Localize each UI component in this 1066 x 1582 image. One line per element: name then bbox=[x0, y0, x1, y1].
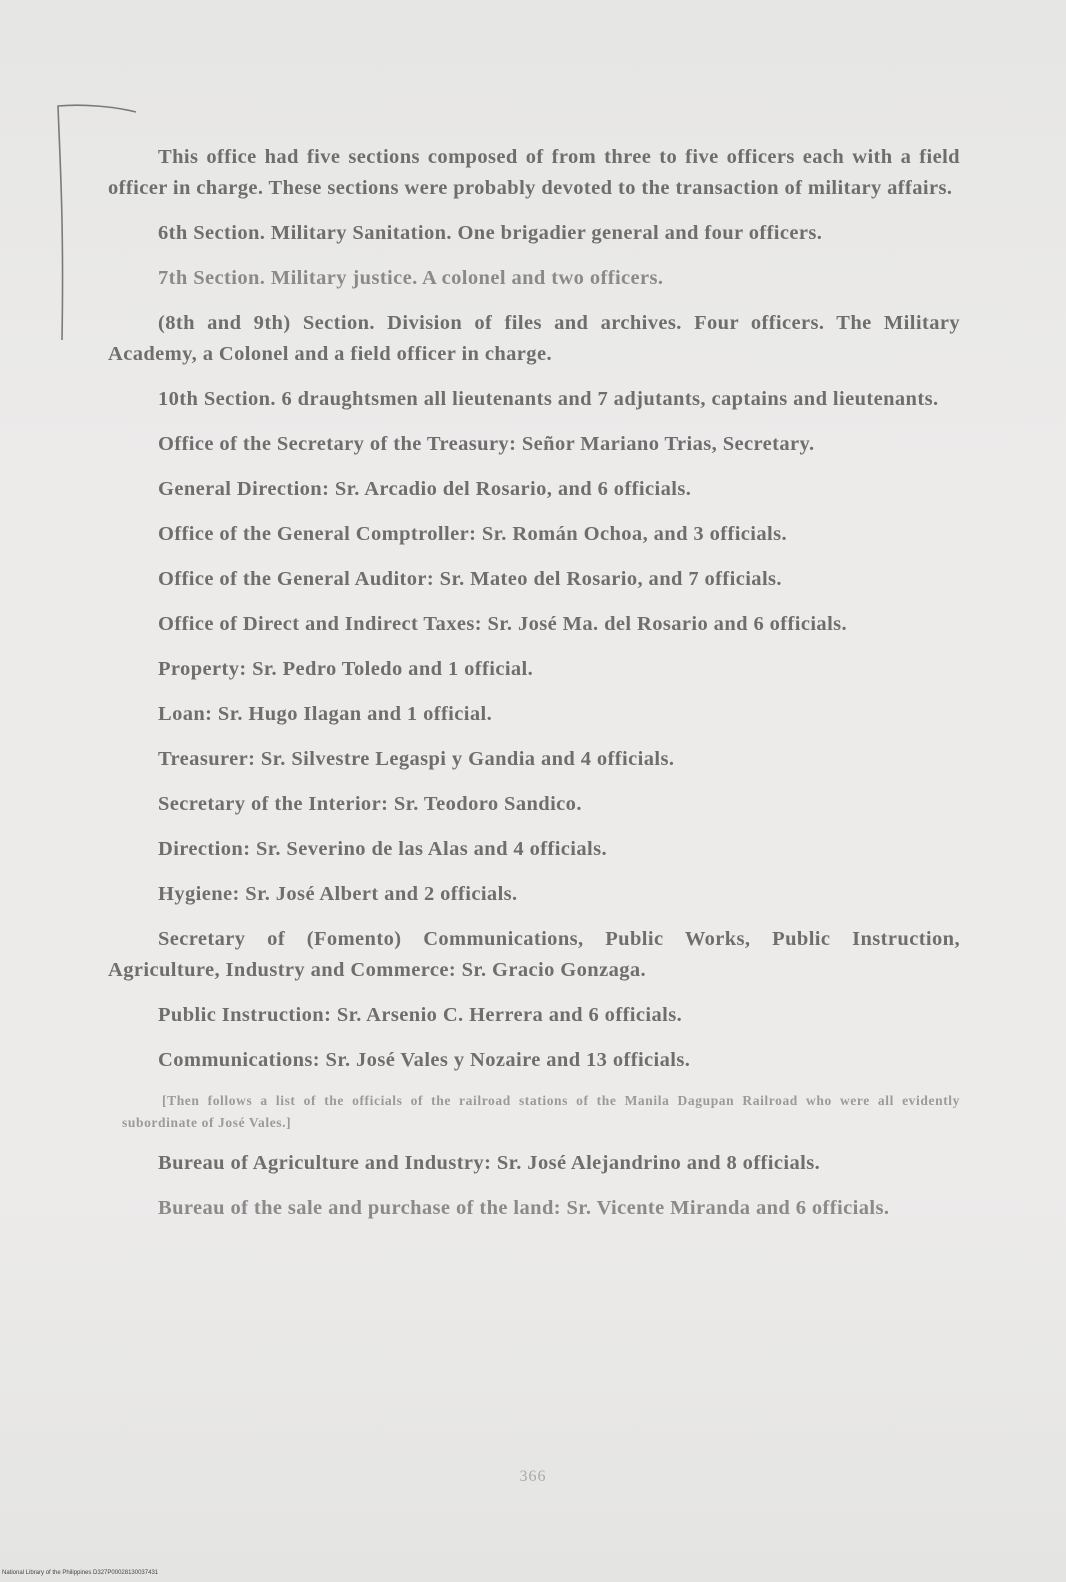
paragraph-direction: Direction: Sr. Severino de las Alas and 4 officials. bbox=[158, 838, 608, 860]
paragraph-secretary-treasury: Office of the Secretary of the Treasury: Señor Mariano Trias, Secretary. bbox=[158, 433, 815, 455]
paragraph-property: Property: Sr. Pedro Toledo and 1 official. bbox=[158, 658, 534, 680]
paragraph-general-comptroller: Office of the General Comptroller: Sr. Román Ochoa, and 3 officials. bbox=[158, 523, 788, 545]
paragraph-direct-indirect-taxes: Office of Direct and Indirect Taxes: Sr. José Ma. del Rosario and 6 officials. bbox=[158, 613, 848, 635]
paragraph-bureau-agriculture: Bureau of Agriculture and Industry: Sr. José Alejandrino and 8 officials. bbox=[158, 1152, 821, 1174]
bracketed-note: [Then follows a list of the officials of the railroad stations of the Manila Dagupan Railroad who were all evidently subordinate of José Vales.] bbox=[122, 1093, 960, 1130]
document-body bbox=[108, 142, 960, 1238]
paragraph-office-sections: This office had five sections composed of from three to five officers each with a field officer in charge. These sections were probably devoted to the transaction of military affairs. bbox=[108, 146, 960, 199]
paragraph-hygiene: Hygiene: Sr. José Albert and 2 officials. bbox=[158, 883, 518, 905]
paragraph-6th-section: 6th Section. Military Sanitation. One brigadier general and four officers. bbox=[158, 222, 823, 244]
paragraph-secretary-interior: Secretary of the Interior: Sr. Teodoro Sandico. bbox=[158, 793, 582, 815]
paragraph-communications: Communications: Sr. José Vales y Nozaire and 13 officials. bbox=[158, 1049, 691, 1071]
paragraph-secretary-fomento: Secretary of (Fomento) Communications, Public Works, Public Instruction, Agriculture, Industry and Commerce: Sr. Gracio Gonzaga. bbox=[108, 928, 960, 981]
paragraph-public-instruction: Public Instruction: Sr. Arsenio C. Herrera and 6 officials. bbox=[158, 1004, 683, 1026]
paragraph-10th-section: 10th Section. 6 draughtsmen all lieutenants and 7 adjutants, captains and lieutenants. bbox=[158, 388, 939, 410]
paragraph-loan: Loan: Sr. Hugo Ilagan and 1 official. bbox=[158, 703, 493, 725]
paragraph-general-auditor: Office of the General Auditor: Sr. Mateo del Rosario, and 7 officials. bbox=[158, 568, 782, 590]
paragraph-7th-section: 7th Section. Military justice. A colonel and two officers. bbox=[158, 267, 664, 289]
paragraph-8th-9th-section: (8th and 9th) Section. Division of files and archives. Four officers. The Military Academy, a Colonel and a field officer in charge. bbox=[108, 312, 960, 365]
paragraph-treasurer: Treasurer: Sr. Silvestre Legaspi y Gandia and 4 officials. bbox=[158, 748, 675, 770]
paragraph-bureau-land: Bureau of the sale and purchase of the land: Sr. Vicente Miranda and 6 officials. bbox=[158, 1197, 890, 1219]
page-number: 366 bbox=[519, 1468, 547, 1485]
archive-footer: National Library of the Philippines D327P00028130037431 bbox=[2, 1570, 159, 1576]
paragraph-general-direction: General Direction: Sr. Arcadio del Rosario, and 6 officials. bbox=[158, 478, 692, 500]
